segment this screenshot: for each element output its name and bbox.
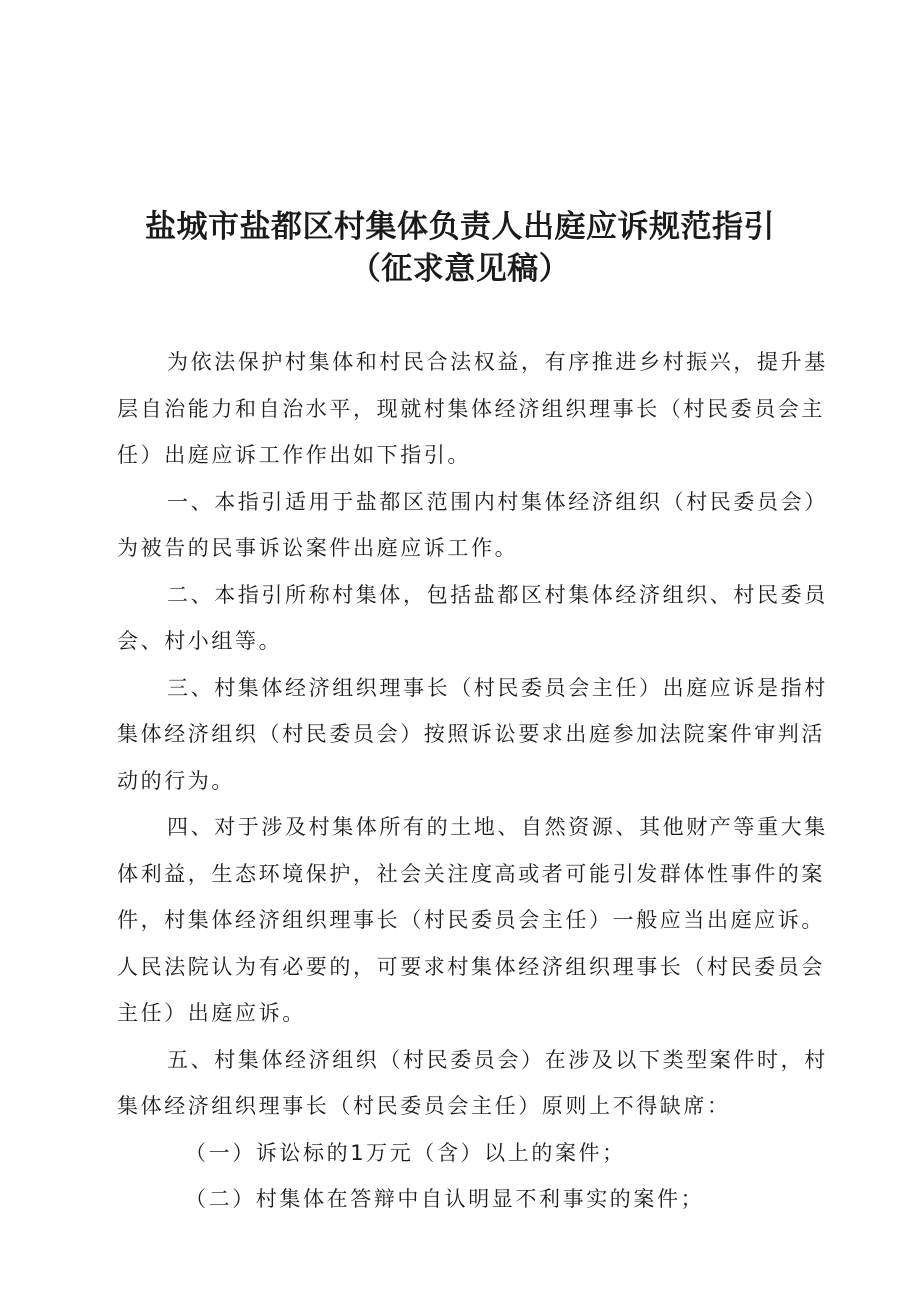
text-line: 主任）出庭应诉。 xyxy=(117,1001,306,1025)
text-line: 层自治能力和自治水平，现就村集体经济组织理事长（村民委员会主 xyxy=(117,396,825,421)
paragraph-article-5 xyxy=(117,1037,828,1130)
paragraph-preamble xyxy=(117,339,828,479)
paragraph-article-1 xyxy=(117,479,828,572)
text-line: 集体经济组织（村民委员会）按照诉讼要求出庭参加法院案件审判活 xyxy=(117,722,825,746)
text-line: 体利益，生态环境保护，社会关注度高或者可能引发群体性事件的案 xyxy=(117,861,825,886)
list-item-2: （二）村集体在答辩中自认明显不利事实的案件； xyxy=(185,1187,705,1211)
paragraph-article-3 xyxy=(117,665,828,805)
text-line: 为依法保护村集体和村民合法权益，有序推进乡村振兴，提升基 xyxy=(167,350,828,374)
text-line: 四、对于涉及村集体所有的土地、自然资源、其他财产等重大集 xyxy=(167,815,828,839)
text-line: 集体经济组织理事长（村民委员会主任）原则上不得缺席： xyxy=(117,1094,731,1118)
title-line-main: 盐城市盐都区村集体负责人出庭应诉规范指引 xyxy=(145,209,775,245)
text-line: 二、本指引所称村集体，包括盐都区村集体经济组织、村民委员 xyxy=(167,582,828,607)
paragraph-article-4 xyxy=(117,804,828,1037)
text-line: 人民法院认为有必要的，可要求村集体经济组织理事长（村民委员会 xyxy=(117,954,825,979)
text-line: 为被告的民事诉讼案件出庭应诉工作。 xyxy=(117,536,519,560)
text-line: 五、村集体经济组织（村民委员会）在涉及以下类型案件时，村 xyxy=(167,1047,828,1072)
paragraph-article-2 xyxy=(117,572,828,665)
text-line: 会、村小组等。 xyxy=(117,629,283,653)
text-line: 件，村集体经济组织理事长（村民委员会主任）一般应当出庭应诉。 xyxy=(117,908,825,932)
document-body xyxy=(117,339,828,1223)
text-line: 一、本指引适用于盐都区范围内村集体经济组织（村民委员会） xyxy=(167,489,828,514)
document-title xyxy=(100,206,820,290)
text-line: 三、村集体经济组织理事长（村民委员会主任）出庭应诉是指村 xyxy=(167,675,828,700)
title-line-subtitle: （征求意见稿） xyxy=(349,251,571,287)
list-item-1: （一）诉讼标的1万元（含）以上的案件； xyxy=(185,1140,626,1165)
text-line: 任）出庭应诉工作作出如下指引。 xyxy=(117,443,471,467)
text-line: 动的行为。 xyxy=(117,768,235,793)
